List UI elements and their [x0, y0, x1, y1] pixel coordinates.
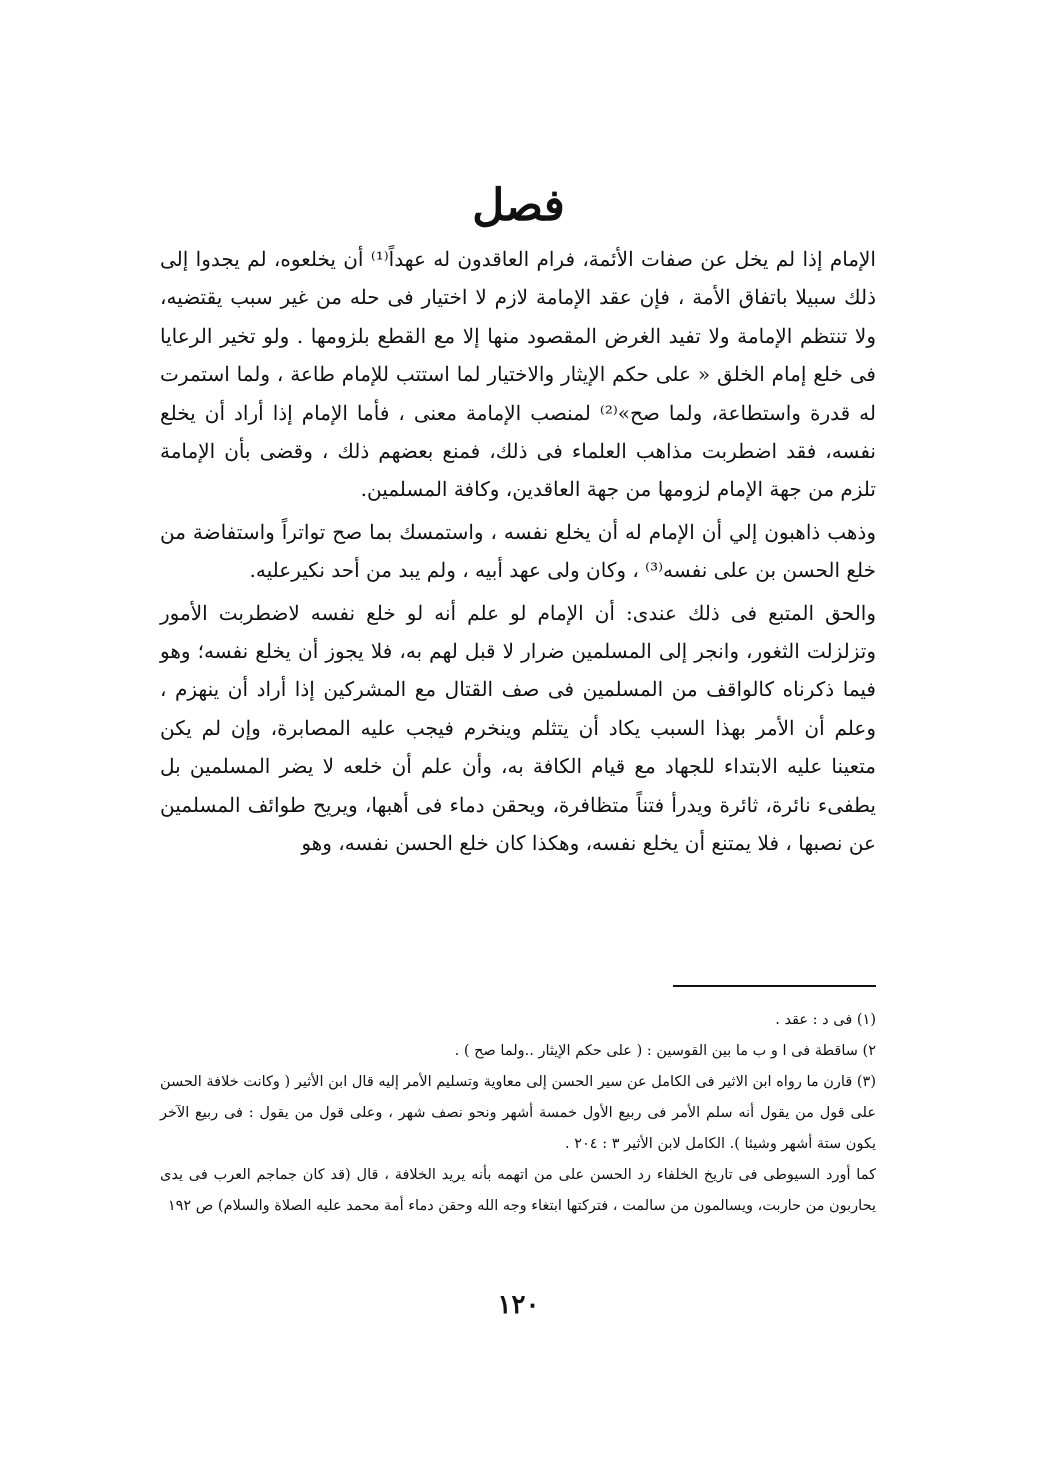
footnote: ٢) ساقطة فى ا و ب ما بين القوسين : ( على حكم الإيثار ..ولما صح ) . [454, 1043, 876, 1059]
footnote-divider [673, 985, 876, 987]
paragraph: والحق المتبع فى ذلك عندى: أن الإمام لو علم أنه لو خلع نفسه لاضطربت الأمور وتزلزلت الثغور، وانجر إلى المسلمين ضرار لا قبل لهم به، فلا يجوز أن يخلع نفسه؛ وهو فيما ذكرناه كالواقف من المسلمين فى صف القتال مع المشركين إذا أراد أن ينهزم ، وعلم أن الأمر بهذا السبب يكاد أن يتثلم وينخرم فيجب عليه المصابرة، وإن لم يكن متعينا عليه الابتداء للجهاد مع قيام الكافة به، وأن علم أن خلعه لا يضر المسلمين بل يطفىء نائرة، ثائرة ويدرأ فتناً متظافرة، ويحقن دماء فى أهبها، ويريح طوائف المسلمين عن نصبها ، فلا يمتنع أن يخلع نفسه، وهكذا كان خلع الحسن نفسه، وهو [160, 600, 876, 856]
footnote: (١) فى د : عقد . [775, 1012, 876, 1028]
footnote: (٣) قارن ما رواه ابن الاثير فى الكامل عن سير الحسن إلى معاوية وتسليم الأمر إليه قال ابن الأثير ( وكانت خلافة الحسن على قول من يقول أنه سلم الأمر فى ربيع الأول خمسة أشهر ونحو نصف شهر ، وعلى قول من يقول : فى ربيع الآخر يكون ستة أشهر وشيئا ). الكامل لابن الأثير ٣ : ٢٠٤ . [160, 1074, 876, 1152]
section-heading: فصل [472, 180, 565, 231]
footnote: كما أورد السيوطى فى تاريخ الخلفاء رد الحسن على من اتهمه بأنه يريد الخلافة ، قال (قد كان جماجم العرب فى يدى يحاربون من حاربت، ويسالمون من سالمت ، فتركتها ابتغاء وجه الله وحقن دماء أمة محمد عليه الصلاة والسلام) ص ١٩٢ [160, 1167, 876, 1214]
main-text [160, 240, 876, 863]
page-number: ١٢٠ [497, 1290, 540, 1320]
paragraph: وذهب ذاهبون إلي أن الإمام له أن يخلع نفسه ، واستمسك بما صح تواتراً واستفاضة من خلع الحسن بن على نفسه⁽³⁾ ، وكان ولى عهد أبيه ، ولم يبد من أحد نكيرعليه. [160, 519, 876, 583]
paragraph: الإمام إذا لم يخل عن صفات الأئمة، فرام العاقدون له عهداً⁽¹⁾ أن يخلعوه، لم يجدوا إلى ذلك سبيلا باتفاق الأمة ، فإن عقد الإمامة لازم لا اختيار فى حله من غير سبب يقتضيه، ولا تنتظم الإمامة ولا تفيد الغرض المقصود منها إلا مع القطع بلزومها . ولو تخير الرعايا فى خلع إمام الخلق « على حكم الإيثار والاختيار لما استتب للإمام طاعة ، ولما استمرت له قدرة واستطاعة، ولما صح»⁽²⁾ لمنصب الإمامة معنى ، فأما الإمام إذا أراد أن يخلع نفسه، فقد اضطربت مذاهب العلماء فى ذلك، فمنع بعضهم ذلك ، وقضى بأن الإمامة تلزم من جهة الإمام لزومها من جهة العاقدين، وكافة المسلمين. [160, 247, 877, 502]
footnotes [160, 1005, 876, 1222]
